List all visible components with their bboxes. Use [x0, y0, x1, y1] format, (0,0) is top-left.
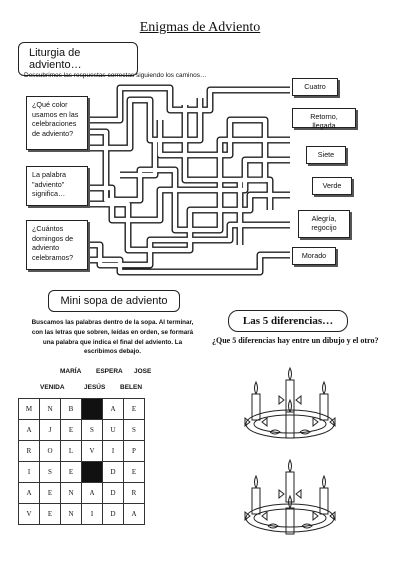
answer-alegria: Alegría, regocijo	[298, 210, 350, 238]
word-belen: BELEN	[120, 384, 143, 391]
liturgia-heading: Liturgia de adviento…	[18, 42, 138, 76]
grid-cell: E	[40, 483, 61, 504]
answer-retorno: Retorno, llegada	[292, 108, 356, 128]
grid-cell: V	[19, 504, 40, 525]
grid-cell: O	[40, 441, 61, 462]
grid-cell: L	[61, 441, 82, 462]
grid-cell: I	[103, 441, 124, 462]
sopa-heading: Mini sopa de adviento	[48, 290, 180, 312]
grid-cell: A	[124, 504, 145, 525]
grid-blocked-cell	[82, 399, 103, 420]
word-jose: JOSE	[134, 368, 152, 375]
grid-cell: E	[61, 462, 82, 483]
grid-cell: M	[19, 399, 40, 420]
answer-cuatro: Cuatro	[292, 78, 338, 96]
grid-row	[19, 504, 145, 525]
word-search-grid	[18, 398, 145, 525]
grid-cell: D	[103, 462, 124, 483]
answer-verde: Verde	[312, 177, 352, 195]
word-jesus: JESÚS	[84, 384, 106, 391]
page-title: Enigmas de Adviento	[139, 20, 261, 35]
diferencias-heading: Las 5 diferencias…	[228, 310, 348, 332]
grid-cell: A	[103, 399, 124, 420]
grid-cell: R	[124, 483, 145, 504]
grid-cell: A	[19, 483, 40, 504]
grid-cell: A	[19, 420, 40, 441]
question-color: ¿Qué color usamos en las celebraciones de adviento?	[26, 96, 88, 150]
word-maria: MARÍA	[60, 368, 82, 375]
grid-cell: U	[103, 420, 124, 441]
grid-row	[19, 399, 145, 420]
grid-cell: R	[19, 441, 40, 462]
grid-cell: E	[61, 420, 82, 441]
word-venida: VENIDA	[40, 384, 65, 391]
grid-cell: V	[82, 441, 103, 462]
question-sundays: ¿Cuántos domingos de adviento celebramos?	[26, 220, 88, 270]
grid-cell: S	[82, 420, 103, 441]
grid-cell: E	[124, 399, 145, 420]
wreath-drawing-1	[240, 366, 340, 446]
liturgia-intro: Descubrimos las respuestas correctas siguiendo los caminos…	[24, 72, 207, 79]
word-espera: ESPERA	[96, 368, 123, 375]
grid-cell: D	[103, 483, 124, 504]
grid-cell: P	[124, 441, 145, 462]
grid-cell: S	[124, 420, 145, 441]
grid-cell: S	[40, 462, 61, 483]
grid-cell: D	[103, 504, 124, 525]
grid-cell: E	[40, 504, 61, 525]
sopa-instructions: Buscamos las palabras dentro de la sopa. Al terminar, con las letras que sobren, leídas en orden, se formará una palabra que indica el final del adviento. La escribimos debajo.	[31, 319, 194, 356]
grid-cell: I	[19, 462, 40, 483]
grid-cell: N	[61, 483, 82, 504]
grid-blocked-cell	[82, 462, 103, 483]
diferencias-question: ¿Que 5 diferencias hay entre un dibujo y el otro?	[212, 336, 379, 345]
grid-row	[19, 462, 145, 483]
answer-morado: Morado	[292, 247, 336, 265]
grid-cell: I	[82, 504, 103, 525]
grid-cell: J	[40, 420, 61, 441]
grid-row	[19, 483, 145, 504]
grid-row	[19, 441, 145, 462]
grid-row	[19, 420, 145, 441]
wreath-drawing-2	[240, 454, 340, 544]
grid-cell: B	[61, 399, 82, 420]
grid-cell: A	[82, 483, 103, 504]
grid-cell: E	[124, 462, 145, 483]
grid-cell: N	[40, 399, 61, 420]
answer-siete: Siete	[306, 146, 346, 164]
question-meaning: La palabra "adviento" significa…	[26, 166, 88, 206]
grid-cell: N	[61, 504, 82, 525]
